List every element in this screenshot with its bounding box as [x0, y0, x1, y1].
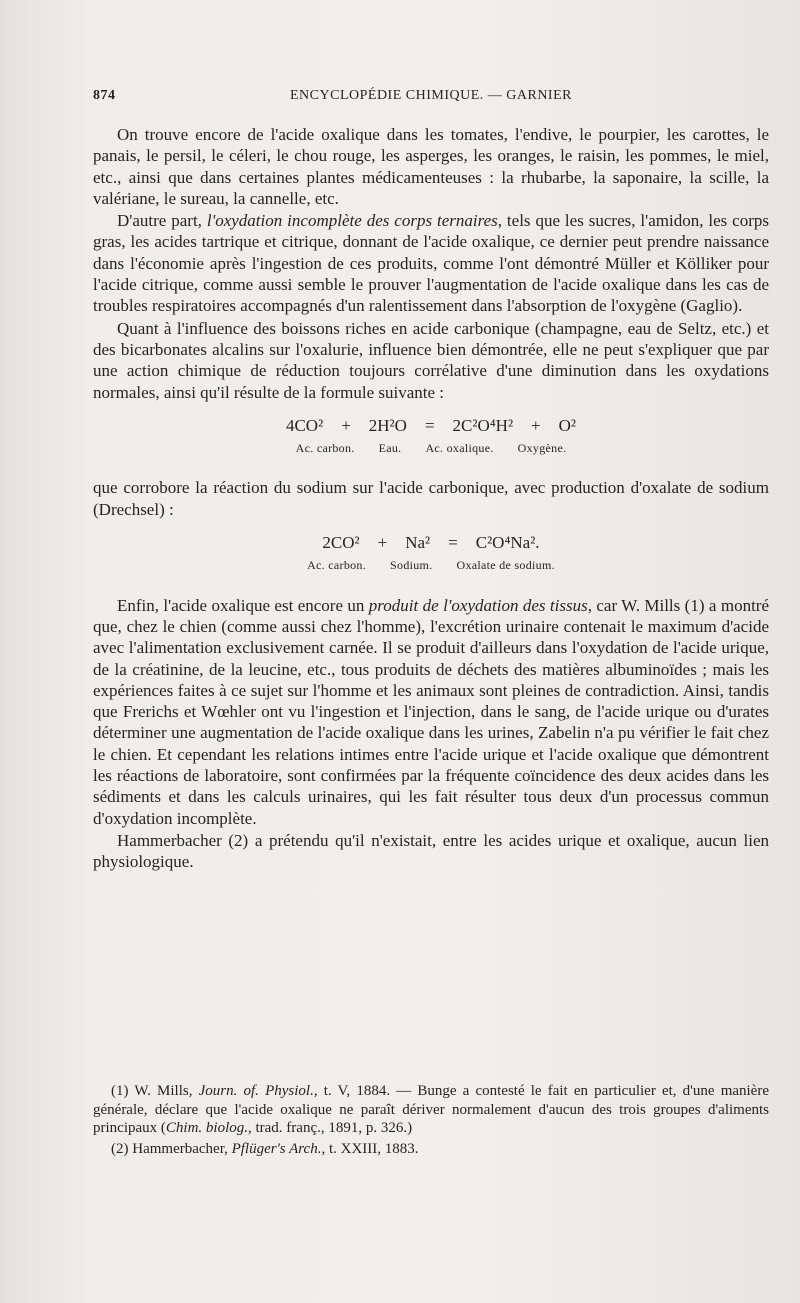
main-text — [93, 124, 769, 874]
formula-1-term: 2H²O — [368, 415, 407, 435]
formula-2-caption: Oxalate de sodium. — [456, 558, 555, 573]
footnote-1-e: , trad. franç., 1891, p. 326.) — [247, 1120, 413, 1136]
formula-1-caption: Eau. — [378, 441, 402, 456]
footnote-1-c: , t. V, 1884. — Bunge a contesté le fait en particulier et, d'une manière générale, déclare que l'acide oxalique ne paraît dériver normalement d'aucun des trois groupes d'aliments principaux ( — [93, 1083, 769, 1136]
formula-2-term: C²O⁴Na². — [475, 533, 540, 553]
formula-2-term: = — [448, 533, 458, 553]
formula-1-term: 4CO² — [285, 415, 324, 435]
formula-1-term: + — [341, 415, 351, 435]
formula-2-term: + — [377, 533, 388, 553]
paragraph-2-italic: l'oxydation incomplète des corps ternaires — [206, 211, 498, 231]
formula-2-captions — [93, 555, 769, 576]
formula-1-term: + — [531, 415, 541, 435]
formula-1-caption: Ac. oxalique. — [425, 441, 494, 456]
paragraph-1: On trouve encore de l'acide oxalique dans les tomates, l'endive, le pourpier, les carottes, le panais, le persil, le céleri, le chou rouge, les asperges, les oranges, le raisin, les pommes, le miel, etc., ainsi que dans certaines plantes médicamenteuses : la rhubarbe, la saponaire, la scille, la valériane, le sureau, la cannelle, etc. — [93, 125, 769, 208]
formula-1 — [93, 415, 769, 460]
formula-2-caption: Ac. carbon. — [307, 558, 367, 573]
footnote-1 — [93, 1082, 769, 1138]
formula-2 — [93, 532, 769, 577]
page-header — [93, 88, 769, 110]
footnote-1-book: Chim. biolog. — [165, 1120, 248, 1136]
formula-1-caption: Ac. carbon. — [295, 441, 355, 456]
footnote-2-a: (2) Hammerbacher, — [111, 1140, 232, 1157]
formula-1-term: 2C²O⁴H² — [452, 415, 514, 435]
page-number: 874 — [93, 88, 116, 103]
formula-1-term: = — [424, 415, 435, 435]
paragraph-4: que corrobore la réaction du sodium sur l'acide carbonique, avec production d'oxalate de sodium (Drechsel) : — [93, 478, 769, 519]
footnote-1-journal: Journ. of. Physiol. — [198, 1083, 314, 1099]
footnotes — [93, 1082, 769, 1160]
footnote-2-c: , t. XXIII, 1883. — [321, 1140, 419, 1157]
paragraph-5 — [93, 595, 769, 829]
formula-2-caption: Sodium. — [390, 558, 433, 573]
footnote-1-a: (1) W. Mills, — [111, 1083, 199, 1099]
paragraph-2 — [93, 210, 769, 316]
paragraph-5-text-b: , car W. Mills (1) a montré que, chez le chien (comme aussi chez l'homme), l'excrétion urinaire contenait le maximum d'acide avec l'alimentation exclusivement carnée. Il se produit d'ailleurs dans l'oxydation de l'acide urique, de la créatinine, de la leucine, etc., tous produits de déchets des matières albuminoïdes ; mais les expériences faites à ce sujet sur l'homme et les animaux sont pleines de contradiction. Ainsi, tandis que Frerichs et Wœhler ont vu l'ingestion et l'injection, dans le sang, de l'acide urique ou d'urates déterminer une augmentation de l'acide oxalique dans les urines, Zabelin n'a pu vérifier le fait chez le chien. Et cependant les relations intimes entre l'acide urique et l'acide oxalique que démontrent les réactions de laboratoire, sont confirmées par la fréquente coïncidence des deux acides dans les sédiments et dans les calculs urinaires, qui les fait résulter tous deux d'un processus commun d'oxydation incomplète. — [93, 595, 769, 828]
paragraph-5-italic: produit de l'oxydation des tissus — [368, 595, 588, 615]
paragraph-2-text-a: D'autre part, — [117, 211, 207, 231]
formula-1-equation — [93, 415, 769, 436]
paragraph-6: Hammerbacher (2) a prétendu qu'il n'existait, entre les acides urique et oxalique, aucun lien physiologique. — [93, 830, 769, 872]
formula-1-term: O² — [558, 415, 577, 435]
paragraph-5-text-a: Enfin, l'acide oxalique est encore un — [117, 595, 369, 615]
running-title: ENCYCLOPÉDIE CHIMIQUE. — GARNIER — [290, 88, 572, 103]
footnote-2-journal: Pflüger's Arch. — [231, 1140, 322, 1157]
formula-1-captions — [93, 438, 769, 459]
footnote-2 — [93, 1140, 769, 1159]
formula-2-equation — [93, 532, 769, 553]
formula-1-caption: Oxygène. — [517, 441, 567, 456]
formula-2-term: Na² — [405, 533, 431, 553]
paragraph-3: Quant à l'influence des boissons riches en acide carbonique (champagne, eau de Seltz, etc.) et des bicarbonates alcalins sur l'oxalurie, influence bien démontrée, elle ne peut s'expliquer que par une action chimique de réduction toujours corrélative d'une diminution dans les oxydations normales, ainsi qu'il résulte de la formule suivante : — [93, 318, 769, 402]
formula-2-term: 2CO² — [322, 533, 360, 553]
paragraph-2-text-b: , tels que les sucres, l'amidon, les corps gras, les acides tartrique et citrique, donnant de l'acide oxalique, ce dernier peut prendre naissance dans l'économie après l'ingestion de ces produits, comme l'ont démontré Müller et Kölliker pour l'acide citrique, comme aussi semble le prouver l'augmentation de l'acide oxalique dans les cas de troubles respiratoires accompagnés d'un ralentissement dans l'absorption de l'oxygène (Gaglio). — [93, 211, 770, 316]
